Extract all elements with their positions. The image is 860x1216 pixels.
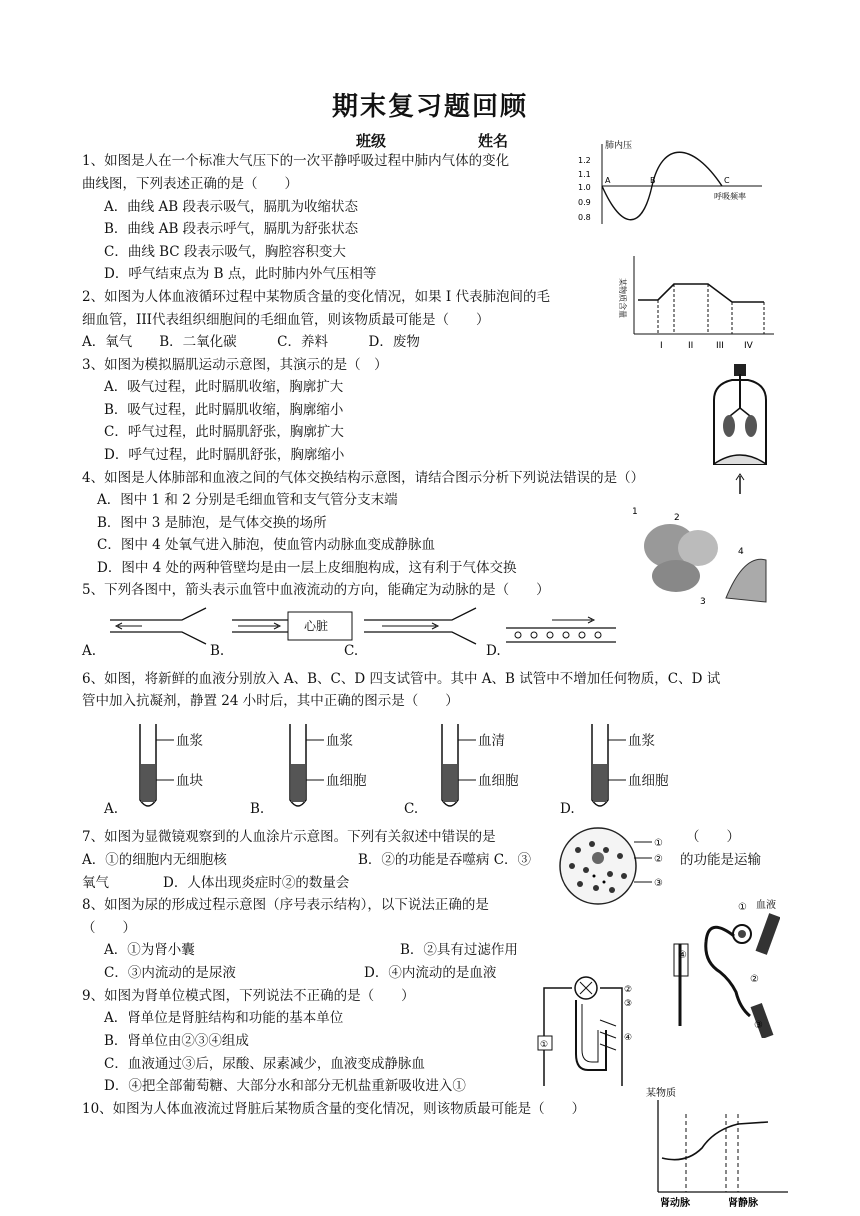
q2-xtick-2: II — [688, 341, 694, 351]
q5-label-c: C. — [344, 643, 359, 659]
q5-stem: 5、下列各图中，箭头表示血管中血液流动的方向，能确定为动脉的是（ ） — [82, 582, 550, 598]
q8-option-b: B．②具有过滤作用 — [400, 942, 518, 958]
q4-option-c: C．图中 4 处氧气进入肺泡，使血管内动脉血变成静脉血 — [97, 537, 436, 553]
q6-stem-2: 管中加入抗凝剂，静置 24 小时后，其中正确的图示是（ ） — [82, 693, 459, 709]
q4-alveoli-figure — [626, 498, 772, 612]
q8-paren: （ ） — [82, 920, 136, 936]
q3-bell-jar-figure — [700, 360, 780, 498]
q1-option-c: C．曲线 BC 段表示吸气，胸腔容积变大 — [104, 244, 346, 260]
q2-stem-1: 2、如图为人体血液循环过程中某物质含量的变化情况，如果 I 代表肺泡间的毛 — [82, 289, 551, 305]
q1-point-b: B — [650, 176, 656, 185]
q6-tube-d-bottom: 血细胞 — [628, 773, 669, 789]
q2-ylabel: 某物质含量 — [618, 278, 627, 318]
q7-option-bc: B．②的功能是吞噬病 C．③ — [358, 852, 532, 868]
q4-label-4: 4 — [738, 547, 744, 557]
q4-option-a: A．图中 1 和 2 分别是毛细血管和支气管分支末端 — [97, 492, 398, 508]
q8-option-d: D．④内流动的是血液 — [364, 965, 497, 981]
q7-label-3: ③ — [654, 878, 663, 889]
q6-tube-c-top: 血清 — [478, 733, 505, 749]
q9-label-2: ② — [624, 985, 633, 995]
q9-label-3: ③ — [624, 999, 633, 1009]
q6-tube-d-top: 血浆 — [628, 733, 655, 749]
q8-label-4: ④ — [678, 950, 687, 961]
q8-option-a: A．①为肾小囊 — [104, 942, 195, 958]
q6-test-tubes — [100, 720, 760, 820]
q7-blood-smear-figure — [548, 826, 674, 908]
q2-xtick-1: I — [660, 341, 663, 351]
q9-option-d: D．④把全部葡萄糖、大部分水和部分无机盐重新吸收进入① — [104, 1078, 466, 1094]
q2-xtick-4: IV — [744, 341, 753, 351]
q1-option-b: B．曲线 AB 段表示呼气，膈肌为舒张状态 — [104, 221, 359, 237]
q2-xtick-3: III — [716, 341, 724, 351]
q10-renal-curve-figure — [642, 1084, 792, 1210]
q4-label-2: 2 — [674, 513, 680, 523]
q9-option-a: A．肾单位是肾脏结构和功能的基本单位 — [104, 1010, 344, 1026]
q9-nephron-figure — [536, 970, 642, 1092]
q1-tick-4: 0.9 — [578, 198, 591, 207]
q8-label-3: ③ — [754, 1020, 763, 1031]
q1-tick-2: 1.1 — [578, 170, 591, 179]
q10-xlabel-artery: 肾动脉 — [660, 1198, 690, 1209]
q2-substance-curve-figure — [614, 250, 778, 354]
q8-stem: 8、如图为尿的形成过程示意图（序号表示结构），以下说法正确的是 — [82, 897, 489, 913]
q7-paren: （ ） — [686, 829, 740, 845]
q3-option-b: B．吸气过程，此时膈肌收缩，胸廓缩小 — [104, 402, 344, 418]
q8-urine-formation-figure — [660, 896, 780, 1038]
q6-tube-a-label: A. — [104, 801, 119, 817]
q1-point-a: A — [605, 176, 611, 185]
q2-options: A．氧气 B．二氧化碳 C．养料 D．废物 — [82, 334, 420, 350]
q7-option-c-tail: 的功能是运输 — [680, 852, 761, 868]
q6-tube-d-label: D. — [560, 801, 575, 817]
q6-tube-b-bottom: 血细胞 — [326, 773, 367, 789]
q9-label-1: ① — [540, 1040, 549, 1050]
q4-label-1: 1 — [632, 507, 638, 517]
q9-option-c: C．血液通过③后，尿酸、尿素减少，血液变成静脉血 — [104, 1056, 425, 1072]
q8-blood-label: 血液 — [756, 900, 776, 911]
q5-label-d: D. — [486, 643, 501, 659]
q1-xlabel: 呼吸频率 — [714, 192, 746, 201]
q7-line-3: 氧气 D．人体出现炎症时②的数量会 — [82, 875, 350, 891]
q6-stem-1: 6、如图，将新鲜的血液分别放入 A、B、C、D 四支试管中。其中 A、B 试管中不增加任何物质，C、D 试 — [82, 671, 721, 687]
q6-tube-c-bottom: 血细胞 — [478, 773, 519, 789]
q7-stem: 7、如图为显微镜观察到的人血涂片示意图。下列有关叙述中错误的是 — [82, 829, 496, 845]
q1-stem-1: 1、如图是人在一个标准大气压下的一次平静呼吸过程中肺内气体的变化 — [82, 153, 510, 169]
q7-option-a: A．①的细胞内无细胞核 — [82, 852, 227, 868]
q9-stem: 9、如图为肾单位模式图，下列说法不正确的是（ ） — [82, 988, 415, 1004]
q6-tube-b-label: B. — [250, 801, 265, 817]
q5-label-b: B. — [210, 643, 225, 659]
q8-label-2: ② — [750, 974, 759, 985]
q1-option-d: D．呼气结束点为 B 点，此时肺内外气压相等 — [104, 266, 377, 282]
q1-tick-3: 1.0 — [578, 183, 591, 192]
q5-label-a: A. — [82, 643, 97, 659]
q1-stem-2: 曲线图，下列表述正确的是（ ） — [82, 176, 298, 192]
name-label: 姓名 — [478, 132, 509, 150]
q10-stem: 10、如图为人体血液流过肾脏后某物质含量的变化情况，则该物质最可能是（ ） — [82, 1101, 586, 1117]
q9-option-b: B．肾单位由②③④组成 — [104, 1033, 249, 1049]
q1-option-a: A．曲线 AB 段表示吸气，膈肌为收缩状态 — [104, 199, 359, 215]
q8-label-1: ① — [738, 902, 747, 913]
q7-label-1: ① — [654, 838, 663, 849]
page-title: 期末复习题回顾 — [331, 92, 528, 122]
q6-tube-a-bottom: 血块 — [176, 773, 203, 789]
q3-option-d: D．呼气过程，此时膈肌舒张，胸廓缩小 — [104, 447, 345, 463]
q2-stem-2: 细血管，III代表组织细胞间的毛细血管，则该物质最可能是（ ） — [82, 312, 490, 328]
q1-ylabel: 肺内压 — [605, 141, 633, 151]
q3-option-c: C．呼气过程，此时膈肌舒张，胸廓扩大 — [104, 424, 344, 440]
q5-heart-label: 心脏 — [304, 619, 329, 633]
q8-option-c: C．③内流动的是尿液 — [104, 965, 236, 981]
q10-xlabel-vein: 肾静脉 — [728, 1198, 758, 1209]
q6-tube-c-label: C. — [404, 801, 419, 817]
q4-label-3: 3 — [700, 597, 706, 607]
q9-label-4: ④ — [624, 1033, 633, 1043]
q1-tick-5: 0.8 — [578, 213, 591, 222]
class-label: 班级 — [356, 132, 387, 150]
q6-tube-a-top: 血浆 — [176, 733, 203, 749]
q1-pressure-curve-figure — [572, 136, 772, 232]
q4-stem: 4、如图是人体肺部和血液之间的气体交换结构示意图，请结合图示分析下列说法错误的是（） — [82, 470, 645, 486]
q1-tick-1: 1.2 — [578, 156, 591, 165]
q3-stem: 3、如图为模拟膈肌运动示意图，其演示的是（ ） — [82, 357, 388, 373]
q10-ylabel: 某物质 — [646, 1088, 676, 1099]
q4-option-d: D．图中 4 处的两种管壁均是由一层上皮细胞构成，这有利于气体交换 — [97, 560, 517, 576]
q1-point-c: C — [724, 176, 730, 185]
q3-option-a: A．吸气过程，此时膈肌收缩，胸廓扩大 — [104, 379, 344, 395]
q6-tube-b-top: 血浆 — [326, 733, 353, 749]
q4-option-b: B．图中 3 是肺泡，是气体交换的场所 — [97, 515, 327, 531]
q7-label-2: ② — [654, 854, 663, 865]
